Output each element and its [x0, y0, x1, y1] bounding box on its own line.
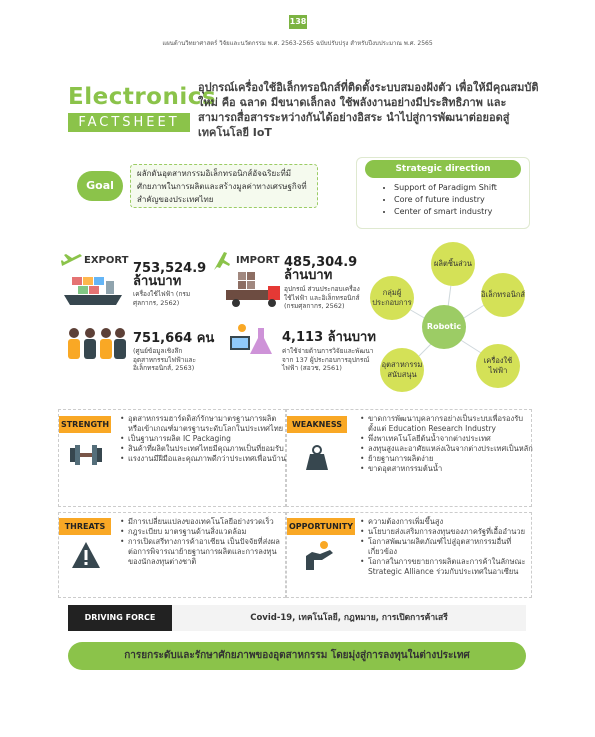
- goal-label: Goal: [77, 171, 123, 201]
- opportunity-item: • นโยบายส่งเสริมการลงทุนของภาครัฐที่เอื้ออำนวย: [368, 527, 534, 537]
- import-desc: อุปกรณ์ ส่วนประกอบเครื่องใช้ไฟฟ้า และอิเล็กทรอนิกส์ (กรมศุลกากร, 2562): [284, 285, 360, 310]
- weakness-item: • ลงทุนสูงและอาศัยแหล่งเงินจากต่างประเทศเป็นหลัก: [368, 444, 534, 454]
- driving-force-text: Covid-19, เทคโนโลยี, กฎหมาย, การเปิดการค้าเสรี: [250, 613, 448, 623]
- import-unit: ล้านบาท: [284, 268, 333, 283]
- warning-icon: [70, 540, 102, 570]
- title-word: Electronics: [68, 84, 217, 110]
- running-header: แผนด้านวิทยาศาสตร์ วิจัยและนวัตกรรม พ.ศ. 2563-2565 ฉบับปรับปรุง สำหรับปีงบประมาณ พ.ศ. 2565: [162, 40, 433, 47]
- threats-item: • มีการเปลี่ยนแปลงของเทคโนโลยีอย่างรวดเร็ว: [128, 517, 288, 527]
- truck-icon: [224, 268, 282, 310]
- workers-icon: [64, 324, 128, 364]
- weakness-item: • ย้ายฐานการผลิตง่าย: [368, 454, 534, 464]
- strength-item: • สินค้าที่ผลิตในประเทศไทยมีคุณภาพเป็นที่ยอมรับ: [128, 444, 288, 454]
- cluster-node: เครื่องใช้ไฟฟ้า: [476, 344, 520, 388]
- cluster-node: กลุ่มผู้ประกอบการ: [370, 276, 414, 320]
- strength-item: • อุตสาหกรรมฮาร์ดดิสก์รักษามาตรฐานการผลิต หรือเข้าเกณฑ์มาตรฐานระดับโลกในประเทศไทย: [128, 414, 288, 434]
- export-label: EXPORT: [84, 255, 129, 266]
- threats-item: • กฎระเบียบ มาตรฐานด้านสิ่งแวดล้อม: [128, 527, 288, 537]
- threats-list: [118, 517, 288, 567]
- intro-text: อุปกรณ์เครื่องใช้อิเล็กทรอนิกส์ที่ติดตั้งระบบสมองฝังตัว เพื่อให้มีคุณสมบัติใหม่ คือ ฉลาด มีขนาดเล็กลง ใช้พลังงานอย่างมีประสิทธิภาพ และสามารถสื่อสารระหว่างกันได้อย่างอิสระ นำไปสู่การพัฒนาต่อยอดสู่เทคโนโลยี IoT: [198, 81, 539, 139]
- cluster-node: อุตสาหกรรมสนับสนุน: [380, 348, 424, 392]
- strength-item: • แรงงานมีฝีมือและคุณภาพดีกว่าประเทศเพื่อนบ้าน: [128, 454, 288, 464]
- weight-icon: [300, 440, 334, 474]
- hand-icon: [302, 540, 336, 572]
- strategic-title: Strategic direction: [365, 160, 521, 178]
- strategic-item: • Support of Paradigm Shift: [394, 182, 497, 194]
- airplane-icon: [60, 252, 84, 272]
- export-value: 753,524.9: [133, 261, 207, 276]
- lab-icon: [228, 322, 276, 362]
- cargo-ship-icon: [62, 275, 126, 309]
- opportunity-list: [358, 517, 534, 577]
- workers-value: 751,664 คน: [133, 331, 215, 346]
- opportunity-item: • ความต้องการเพิ่มขึ้นสูง: [368, 517, 534, 527]
- export-unit: ล้านบาท: [133, 274, 182, 289]
- export-desc: เครื่องใช้ไฟฟ้า (กรมศุลกากร, 2562): [133, 290, 191, 307]
- threats-label: THREATS: [59, 518, 111, 535]
- weakness-label: WEAKNESS: [287, 416, 347, 433]
- strategic-list: [382, 182, 497, 218]
- opportunity-item: • โอกาสพัฒนาผลิตภัณฑ์ไปสู่อุตสาหกรรมอื่นที่เกี่ยวข้อง: [368, 537, 534, 557]
- threats-item: • การเปิดเสรีทางการค้าอาเซียน เป็นปัจจัยที่ส่งผลต่อการพิจารณาย้ายฐานการผลิตและการลงทุนของนักลงทุนต่างชาติ: [128, 537, 288, 567]
- page-number: 138: [289, 15, 307, 29]
- weakness-item: • พึ่งพาเทคโนโลยีต้นน้ำจากต่างประเทศ: [368, 434, 534, 444]
- import-value: 485,304.9: [284, 255, 358, 270]
- import-label: IMPORT: [236, 255, 280, 266]
- weakness-item: • ขาดอุตสาหกรรมต้นน้ำ: [368, 464, 534, 474]
- workers-desc: (ศูนย์ข้อมูลเชิงลึกอุตสาหกรรมไฟฟ้าและอิเล็กทรอนิกส์, 2563): [133, 347, 197, 372]
- dumbbell-icon: [68, 440, 104, 470]
- strategic-item: • Center of smart industry: [394, 206, 497, 218]
- rnd-value: 4,113 ล้านบาท: [282, 330, 376, 345]
- opportunity-label: OPPORTUNITY: [287, 518, 355, 535]
- cluster-node: ผลิตชิ้นส่วน: [431, 242, 475, 286]
- strength-label: STRENGTH: [59, 416, 111, 433]
- weakness-item: • ขาดการพัฒนาบุคลากรอย่างเป็นระบบเพื่อรองรับตั้งแต่ Education Research Industry: [368, 414, 534, 434]
- strategic-item: • Core of future industry: [394, 194, 497, 206]
- opportunity-item: • โอกาสในการขยายการผลิตและการค้าในลักษณะ Strategic Alliance ร่วมกับประเทศในอาเซียน: [368, 557, 534, 577]
- strength-list: [118, 414, 288, 464]
- driving-force-label: DRIVING FORCE: [68, 605, 172, 631]
- rnd-desc: ค่าใช้จ่ายด้านการวิจัยและพัฒนา จาก 137 ผู้ประกอบการอุปกรณ์ไฟฟ้า (สอวช, 2561): [282, 347, 374, 372]
- strength-item: • เป็นฐานการผลิต IC Packaging: [128, 434, 288, 444]
- cluster-center: Robotic: [422, 305, 466, 349]
- goal-text: ผลักดันอุตสาหกรรมอิเล็กทรอนิกส์อัจฉริยะที่มีศักยภาพในการผลิตและสร้างมูลค่าทางเศรษฐกิจที่สำคัญของประเทศไทย: [130, 164, 318, 208]
- conclusion-banner: การยกระดับและรักษาศักยภาพของอุตสาหกรรม โดยมุ่งสู่การลงทุนในต่างประเทศ: [68, 642, 526, 670]
- factsheet-label: FACTSHEET: [68, 113, 190, 132]
- weakness-list: [358, 414, 534, 474]
- cluster-node: อิเล็กทรอนิกส์: [481, 273, 525, 317]
